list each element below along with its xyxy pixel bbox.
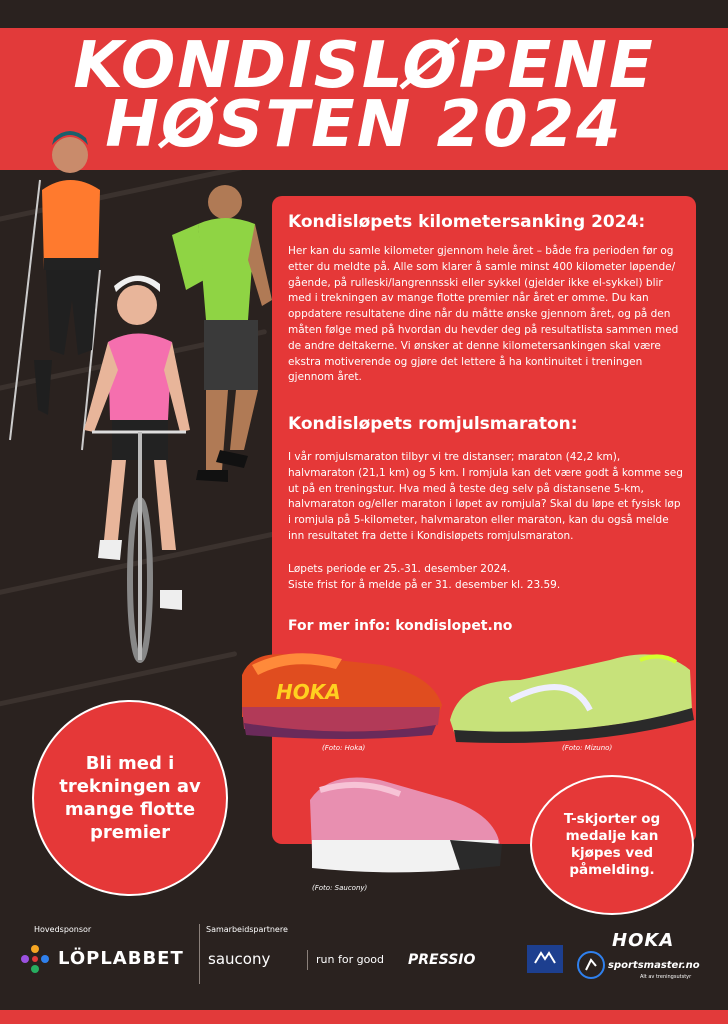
race-period: Løpets periode er 25.-31. desember 2024. bbox=[288, 563, 511, 575]
kilometersanking-heading: Kondisløpets kilometersanking 2024: bbox=[288, 212, 646, 232]
title-line-1: KONDISLØPENE bbox=[73, 29, 655, 103]
prizes-badge bbox=[32, 700, 228, 896]
bottom-bar bbox=[0, 1010, 728, 1024]
hoka-logo: HOKA bbox=[612, 930, 675, 951]
loplabbet-logo: LÖPLABBET bbox=[58, 948, 184, 969]
hoka-shoe-image bbox=[232, 645, 452, 745]
main-sponsor-label: Hovedsponsor bbox=[34, 925, 92, 934]
shirts-medal-text: T-skjorter og medalje kan kjøpes ved påmelding. bbox=[563, 811, 661, 878]
sportsmaster-tagline: Alt av treningsutstyr bbox=[640, 974, 692, 980]
mizuno-logo-icon bbox=[527, 945, 563, 973]
loplabbet-logo-icon bbox=[20, 944, 50, 974]
mizuno-photo-caption: (Foto: Mizuno) bbox=[562, 744, 613, 752]
title-line-2: HØSTEN 2024 bbox=[105, 88, 623, 162]
sportsmaster-logo: sportsmaster.no bbox=[608, 960, 700, 971]
saucony-divider bbox=[307, 950, 308, 970]
pressio-logo: PRESSIO bbox=[408, 952, 476, 968]
partners-label: Samarbeidspartnere bbox=[206, 925, 288, 934]
sponsor-divider bbox=[199, 924, 200, 984]
sportsmaster-logo-icon bbox=[576, 950, 606, 980]
romjulsmaraton-body: I vår romjulsmaraton tilbyr vi tre distanser; maraton (42,2 km), halvmaraton (21,1 km) og 5 km. I romjula kan det være godt å komme seg ut på en treningstur. Hva med å teste deg selv på distansene 5-km, halvmaraton og/eller maraton i løpet av romjula? Skal du løpe et fysisk løp i romjula på 5-kilometer, halvmaraton eller maraton, kan du også melde inn resultatet fra dette i Kondisløpets romjulsmaraton. bbox=[288, 451, 683, 542]
mizuno-shoe-image bbox=[440, 640, 700, 750]
more-info-link[interactable]: For mer info: kondislopet.no bbox=[288, 618, 513, 634]
signup-deadline: Siste frist for å melde på er 31. desember kl. 23.59. bbox=[288, 579, 561, 591]
saucony-logo: saucony bbox=[208, 950, 271, 968]
athletes-illustration bbox=[0, 120, 280, 670]
hoka-shoe-brand: HOKA bbox=[276, 680, 341, 704]
saucony-shoe-image bbox=[300, 760, 510, 880]
saucony-tagline: run for good bbox=[316, 953, 385, 966]
shirts-medal-badge bbox=[530, 775, 694, 915]
saucony-photo-caption: (Foto: Saucony) bbox=[312, 884, 368, 892]
romjulsmaraton-heading: Kondisløpets romjulsmaraton: bbox=[288, 414, 578, 434]
prizes-text: Bli med i trekningen av mange flotte premier bbox=[59, 753, 201, 843]
hoka-photo-caption: (Foto: Hoka) bbox=[322, 744, 366, 752]
kilometersanking-body: Her kan du samle kilometer gjennom hele året – både fra perioden før og etter du meldte på. Alle som klarer å samle minst 400 kilometer løpende/ gående, på rulleski/langrennsski eller sykkel (gjelder ikke el-sykkel) blir med i trekningen av mange flotte premier når året er omme. Du kan oppdatere resultatene dine når du måtte ønske gjennom året, og på den måten følge med på hvordan du hevder deg på resultatlista sammen med de andre deltakerne. Vi ønsker at denne kilometersankingen skal være ekstra motiverende og gjøre det lettere å ha kontinuitet i treningen gjennom året. bbox=[288, 245, 679, 384]
